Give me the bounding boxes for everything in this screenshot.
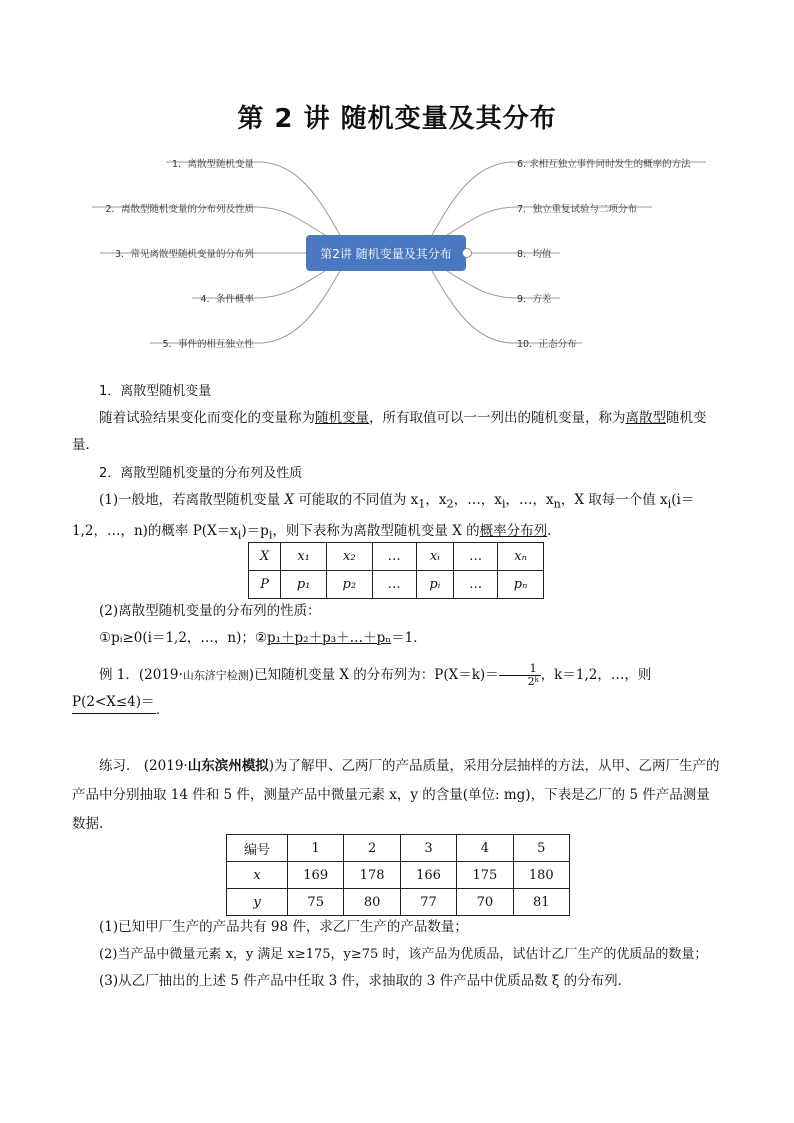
- question-2: (2)当产品中微量元素 x，y 满足 x≥175，y≥75 时，该产品为优质品，试估计乙厂生产的优质品的数量；: [99, 947, 708, 962]
- section-1-heading: 1．离散型随机变量: [99, 384, 212, 399]
- mind-map-item-8: 8．均值: [517, 249, 552, 260]
- table-row: [249, 571, 544, 599]
- table-cell: x: [227, 862, 288, 889]
- table-cell: 175: [457, 862, 513, 889]
- table-cell: 5: [513, 835, 569, 862]
- mind-map: [0, 140, 794, 365]
- table-cell: xₙ: [498, 543, 544, 571]
- mind-map-item-2: 2．离散型随机变量的分布列及性质: [105, 204, 254, 215]
- table-cell: 编号: [227, 835, 288, 862]
- table-cell: 81: [513, 889, 569, 916]
- mind-map-item-6: 6. 求相互独立事件同时发生的概率的方法: [517, 159, 691, 170]
- table-cell: …: [372, 571, 416, 599]
- fraction: $\frac{1}{\text{2ᵏ}}$: [499, 663, 541, 688]
- table-row: [227, 889, 570, 916]
- product-data-table: [226, 834, 570, 916]
- mind-map-item-3: 3．常见离散型随机变量的分布列: [114, 249, 254, 260]
- example-1: 例 1．(2019·山东济宁检测)已知随机变量 X 的分布列为：P(X＝k)＝ $\frac{1}{\text{2ᵏ}}$ ，k＝1,2，…，则 P(2<X≤4)＝: [72, 662, 652, 710]
- mind-map-center: 第2讲 随机变量及其分布: [306, 235, 466, 271]
- mind-map-item-1: 1．离散型随机变量: [171, 159, 254, 170]
- table-cell: y: [227, 889, 288, 916]
- table-cell: x₂: [326, 543, 372, 571]
- section-1-paragraph: 随着试验结果变化而变化的变量称为随机变量，所有取值可以一一列出的随机变量，称为离散型随机变量．: [72, 410, 707, 453]
- section-2-paragraph-1: (1)一般地，若离散型随机变量 X 可能取的不同值为 $x_1$，$x_2$，…，$x_i$，…，$x_n$，X 取每一个值 $x_i(i=1,2$，…，n)的概率 $P(X=x_i)=p_i$，则下表称为离散型随机变量 X 的概率分布列.: [72, 492, 695, 542]
- term-discrete: 离散型: [625, 410, 666, 426]
- branch-left-5: [150, 271, 340, 343]
- table-cell: 77: [400, 889, 456, 916]
- table-cell: 178: [344, 862, 400, 889]
- term-random-variable: 随机变量: [315, 410, 369, 426]
- question-1: (1)已知甲厂生产的产品共有 98 件，求乙厂生产的产品数量；: [99, 919, 468, 935]
- branch-right-10: [432, 271, 582, 343]
- table-cell: pₙ: [498, 571, 544, 599]
- table-cell: P: [249, 571, 281, 599]
- table-cell: p₁: [281, 571, 327, 599]
- table-cell: 2: [344, 835, 400, 862]
- section-2-heading: 2．离散型随机变量的分布列及性质: [99, 466, 303, 481]
- branch-left-1: [166, 162, 340, 235]
- table-cell: X: [249, 543, 281, 571]
- term-distribution: 概率分布列: [479, 522, 548, 539]
- distribution-table: [248, 542, 544, 599]
- branch-right-6: [432, 162, 706, 235]
- table-cell: 166: [400, 862, 456, 889]
- table-cell: …: [454, 543, 498, 571]
- term-sum: p₁＋p₂＋p₃＋…＋pₙ: [266, 630, 392, 646]
- table-cell: pᵢ: [416, 571, 454, 599]
- table-cell: 4: [457, 835, 513, 862]
- mind-map-item-10: 10．正态分布: [517, 339, 577, 350]
- properties-line: ①pᵢ≥0(i＝1,2，…，n)；②p₁＋p₂＋p₃＋…＋pₙ＝1．: [99, 630, 427, 646]
- table-cell: xᵢ: [416, 543, 454, 571]
- table-cell: …: [372, 543, 416, 571]
- mind-map-item-4: 4．条件概率: [200, 294, 254, 305]
- mind-map-item-5: 5．事件的相互独立性: [162, 339, 254, 350]
- table-cell: 1: [288, 835, 344, 862]
- mind-map-item-7: 7．独立重复试验与二项分布: [517, 204, 638, 215]
- table-cell: …: [454, 571, 498, 599]
- table-row: [227, 835, 570, 862]
- table-cell: 80: [344, 889, 400, 916]
- table-cell: 169: [288, 862, 344, 889]
- page-title: 第 2 讲 随机变量及其分布: [237, 104, 557, 134]
- expand-dot-icon: [462, 248, 472, 258]
- table-cell: 180: [513, 862, 569, 889]
- table-row: [227, 862, 570, 889]
- table-cell: x₁: [281, 543, 327, 571]
- answer-line: ．: [72, 697, 722, 724]
- table-cell: 75: [288, 889, 344, 916]
- practice-paragraph: 练习． (2019·山东滨州模拟)为了解甲、乙两厂的产品质量，采用分层抽样的方法，从甲、乙两厂生产的产品中分别抽取 14 件和 5 件，测量产品中微量元素 x，y 的含量(单位: mg)，下表是乙厂的 5 件产品测量数据.: [72, 758, 720, 832]
- table-cell: 3: [400, 835, 456, 862]
- table-cell: p₂: [326, 571, 372, 599]
- properties-heading: (2)离散型随机变量的分布列的性质：: [99, 603, 321, 619]
- answer-blank: [72, 699, 156, 714]
- question-3: (3)从乙厂抽出的上述 5 件产品中任取 3 件，求抽取的 3 件产品中优质品数 ξ 的分布列．: [99, 973, 632, 989]
- table-cell: 70: [457, 889, 513, 916]
- mind-map-item-9: 9．方差: [517, 294, 552, 305]
- table-row: [249, 543, 544, 571]
